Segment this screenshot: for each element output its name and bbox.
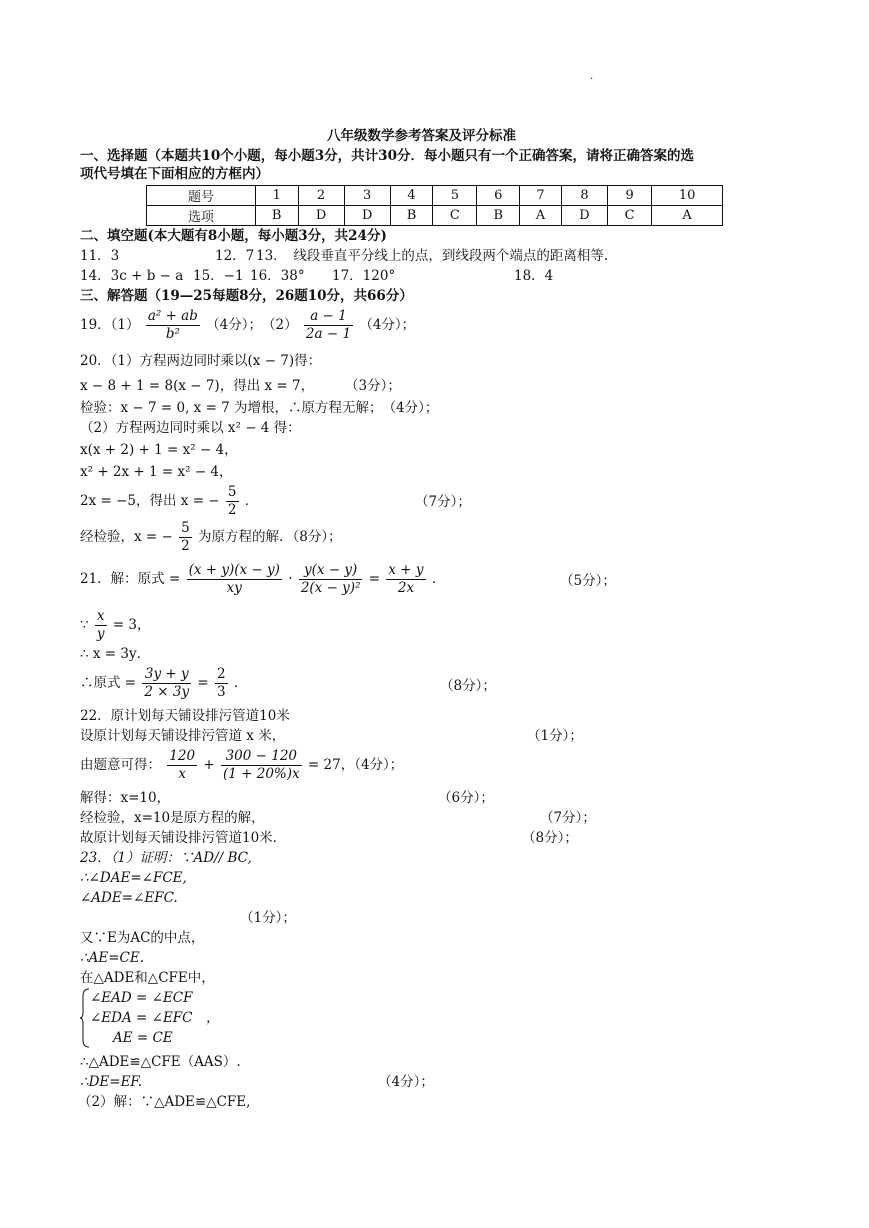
fraction: [304, 308, 353, 343]
table-cell: A: [520, 206, 562, 226]
fraction: [179, 520, 192, 555]
denominator: y: [96, 625, 105, 642]
q20-line-2: x − 8 + 1 = 8(x − 7)，得出 x = 7，: [80, 378, 315, 394]
q20-text: 为原方程的解．（8分）；: [198, 528, 342, 545]
condition-3: AE = CE: [113, 1030, 173, 1046]
q21-line-3: ∴ x = 3y．: [80, 646, 151, 662]
denominator: (1 + 20%)x: [222, 765, 300, 782]
denominator: 2a − 1: [305, 325, 352, 342]
q22-text: = 27，（4分）；: [307, 756, 404, 773]
table-cell: B: [255, 206, 298, 226]
score-text: （4分）； （2）: [206, 316, 298, 333]
q21-text: = 3，: [112, 616, 151, 633]
answer-13: 13． 线段垂直平分线上的点，到线段两个端点的距离相等.: [256, 248, 609, 264]
table-cell: D: [344, 206, 390, 226]
q21-text: ∵: [80, 616, 89, 633]
q23-line-1: 23．（1）证明：∵AD// BC,: [80, 850, 252, 866]
q23-line-7: 在△ADE和△CFE中，: [80, 970, 215, 986]
q20-score: （7分）；: [415, 494, 471, 510]
numerator: 2: [217, 666, 226, 682]
q22-line-4: 解得：x=10，: [80, 790, 171, 806]
numerator: 3y + y: [142, 666, 191, 684]
q23-line-10: （2）解：∵△ADE≌△CFE,: [78, 1094, 251, 1110]
table-cell: 7: [520, 186, 562, 206]
condition-2: ∠EDA = ∠EFC ，: [90, 1010, 220, 1026]
table-cell: 4: [390, 186, 433, 206]
q20-line-7: [80, 484, 258, 519]
q21-text: ．: [233, 674, 248, 691]
table-row: [147, 206, 723, 226]
q20-line-5: x(x + 2) + 1 = x² − 4，: [80, 442, 238, 458]
section-2-heading: 二、填空题(本大题有8小题，每小题3分，共24分): [80, 228, 387, 244]
table-cell: 题号: [147, 186, 256, 206]
denominator: 2 × 3y: [144, 683, 190, 700]
section-3-heading: 三、解答题（19—25每题8分，26题10分，共66分）: [80, 288, 413, 304]
numerator: 5: [181, 520, 190, 536]
table-row: [147, 186, 723, 206]
q22-text: +: [203, 756, 215, 773]
score-text: （4分）；: [359, 316, 416, 333]
fraction: [299, 562, 363, 597]
q21-text: ·: [288, 570, 293, 587]
q22-score: （8分）；: [522, 830, 578, 846]
q23-line-3: ∠ADE=∠EFC.: [80, 890, 178, 906]
table-cell: D: [561, 206, 607, 226]
page-dot: .: [590, 71, 594, 82]
left-brace: [80, 988, 90, 1048]
q21-text: ．: [431, 570, 446, 587]
q23-line-2: ∴∠DAE=∠FCE,: [80, 870, 187, 886]
table-cell: 9: [608, 186, 652, 206]
q20-text: 经检验，x = −: [80, 528, 173, 545]
q20-line-4: （2）方程两边同时乘以 x² − 4 得：: [80, 420, 301, 436]
denominator: 2x: [397, 579, 415, 596]
q23-line-6: ∴AE=CE.: [80, 950, 144, 966]
fraction: [167, 748, 197, 783]
table-cell: 1: [255, 186, 298, 206]
q20-line-8: [80, 520, 342, 555]
numerator: x: [95, 608, 107, 626]
section-1-heading-cont: 项代号填在下面相应的方框内）: [80, 166, 269, 182]
denominator: 2: [227, 501, 237, 518]
q21-text: =: [368, 570, 381, 587]
q22-score: （7分）；: [540, 810, 596, 826]
q22-text: 由题意可得：: [80, 756, 161, 773]
q23-line-9: ∴DE=EF.: [80, 1074, 142, 1090]
denominator: b²: [165, 325, 180, 342]
q23-line-5: 又∵E为AC的中点，: [80, 930, 205, 946]
numerator: a − 1: [304, 308, 353, 326]
numerator: y(x − y): [299, 562, 363, 580]
q22-line-5: 经检验，x=10是原方程的解，: [80, 810, 265, 826]
answer-16: 16．38°: [250, 268, 305, 284]
fraction: [215, 666, 228, 701]
fraction: [95, 608, 107, 643]
denominator: xy: [226, 579, 242, 596]
q22-line-2: 设原计划每天铺设排污管道 x 米，: [80, 728, 286, 744]
q20-line-1: 20．（1）方程两边同时乘以(x − 7)得：: [80, 353, 322, 369]
table-cell: 8: [561, 186, 607, 206]
table-cell: 10: [652, 186, 723, 206]
q23-score: （1分）；: [240, 910, 296, 926]
q20-line-3: 检验：x − 7 = 0, x = 7 为增根，∴原方程无解； （4分）；: [80, 400, 439, 416]
table-cell: C: [608, 206, 652, 226]
q21-line-1: [80, 562, 445, 597]
q19-label: 19．（1）: [80, 316, 140, 333]
numerator: a² + ab: [147, 308, 198, 324]
table-cell: 3: [344, 186, 390, 206]
answer-12: 12．7: [215, 248, 255, 264]
q21-line-2: [80, 608, 151, 643]
q22-line-6: 故原计划每天铺设排污管道10米．: [80, 830, 287, 846]
q20-score: （3分）；: [345, 378, 401, 394]
q22-line-1: 22．原计划每天铺设排污管道10米: [80, 708, 290, 724]
numerator: x + y: [388, 562, 424, 578]
numerator: 120: [169, 748, 196, 764]
answer-15: 15．−1: [193, 268, 244, 284]
fraction: [187, 562, 282, 597]
table-cell: D: [298, 206, 344, 226]
q22-score: （6分）；: [438, 790, 494, 806]
numerator: 300 − 120: [221, 748, 302, 766]
q20-text: 2x = −5，得出 x = −: [80, 492, 220, 509]
q19-line: [80, 308, 415, 343]
q21-text: 21．解：原式 =: [80, 570, 181, 587]
table-cell: B: [477, 206, 520, 226]
table-cell: 选项: [147, 206, 256, 226]
condition-1: ∠EAD = ∠ECF: [90, 990, 193, 1006]
q23-line-8: ∴△ADE≌△CFE（AAS）.: [80, 1054, 241, 1070]
q20-line-6: x² + 2x + 1 = x² − 4，: [80, 464, 233, 480]
fraction: [146, 308, 200, 343]
answer-table: [146, 185, 723, 226]
table-cell: 2: [298, 186, 344, 206]
table-cell: C: [433, 206, 477, 226]
answer-18: 18．4: [514, 268, 554, 284]
fraction: [226, 484, 239, 519]
fraction: [386, 562, 425, 597]
denominator: x: [178, 765, 186, 782]
q21-score: （8分）；: [440, 678, 496, 694]
section-1-heading: 一、选择题（本题共10个小题，每小题3分，共计30分．每小题只有一个正确答案，请将正确答案的选: [80, 148, 694, 164]
q21-score: （5分）；: [560, 573, 616, 589]
answer-11: 11．3: [80, 248, 120, 264]
table-cell: 5: [433, 186, 477, 206]
denominator: 2: [181, 537, 190, 554]
table-cell: B: [390, 206, 433, 226]
table-cell: 6: [477, 186, 520, 206]
fraction: [142, 666, 191, 701]
q20-text: ．: [244, 492, 259, 509]
denominator: 3: [217, 683, 226, 700]
q22-line-3: [80, 748, 403, 783]
denominator: 2(x − y)²: [300, 579, 361, 596]
q22-score: （1分）；: [527, 728, 583, 744]
q23-score: （4分）；: [378, 1074, 434, 1090]
q21-line-4: [80, 666, 247, 701]
answer-17: 17．120°: [332, 268, 396, 284]
numerator: 5: [227, 484, 237, 500]
page-title: 八年级数学参考答案及评分标准: [327, 128, 516, 144]
fraction: [221, 748, 302, 783]
q21-text: =: [197, 674, 209, 691]
q21-text: ∴原式 =: [80, 674, 137, 691]
answer-14: 14．3c + b − a: [80, 268, 184, 284]
numerator: (x + y)(x − y): [188, 562, 280, 578]
table-cell: A: [652, 206, 723, 226]
